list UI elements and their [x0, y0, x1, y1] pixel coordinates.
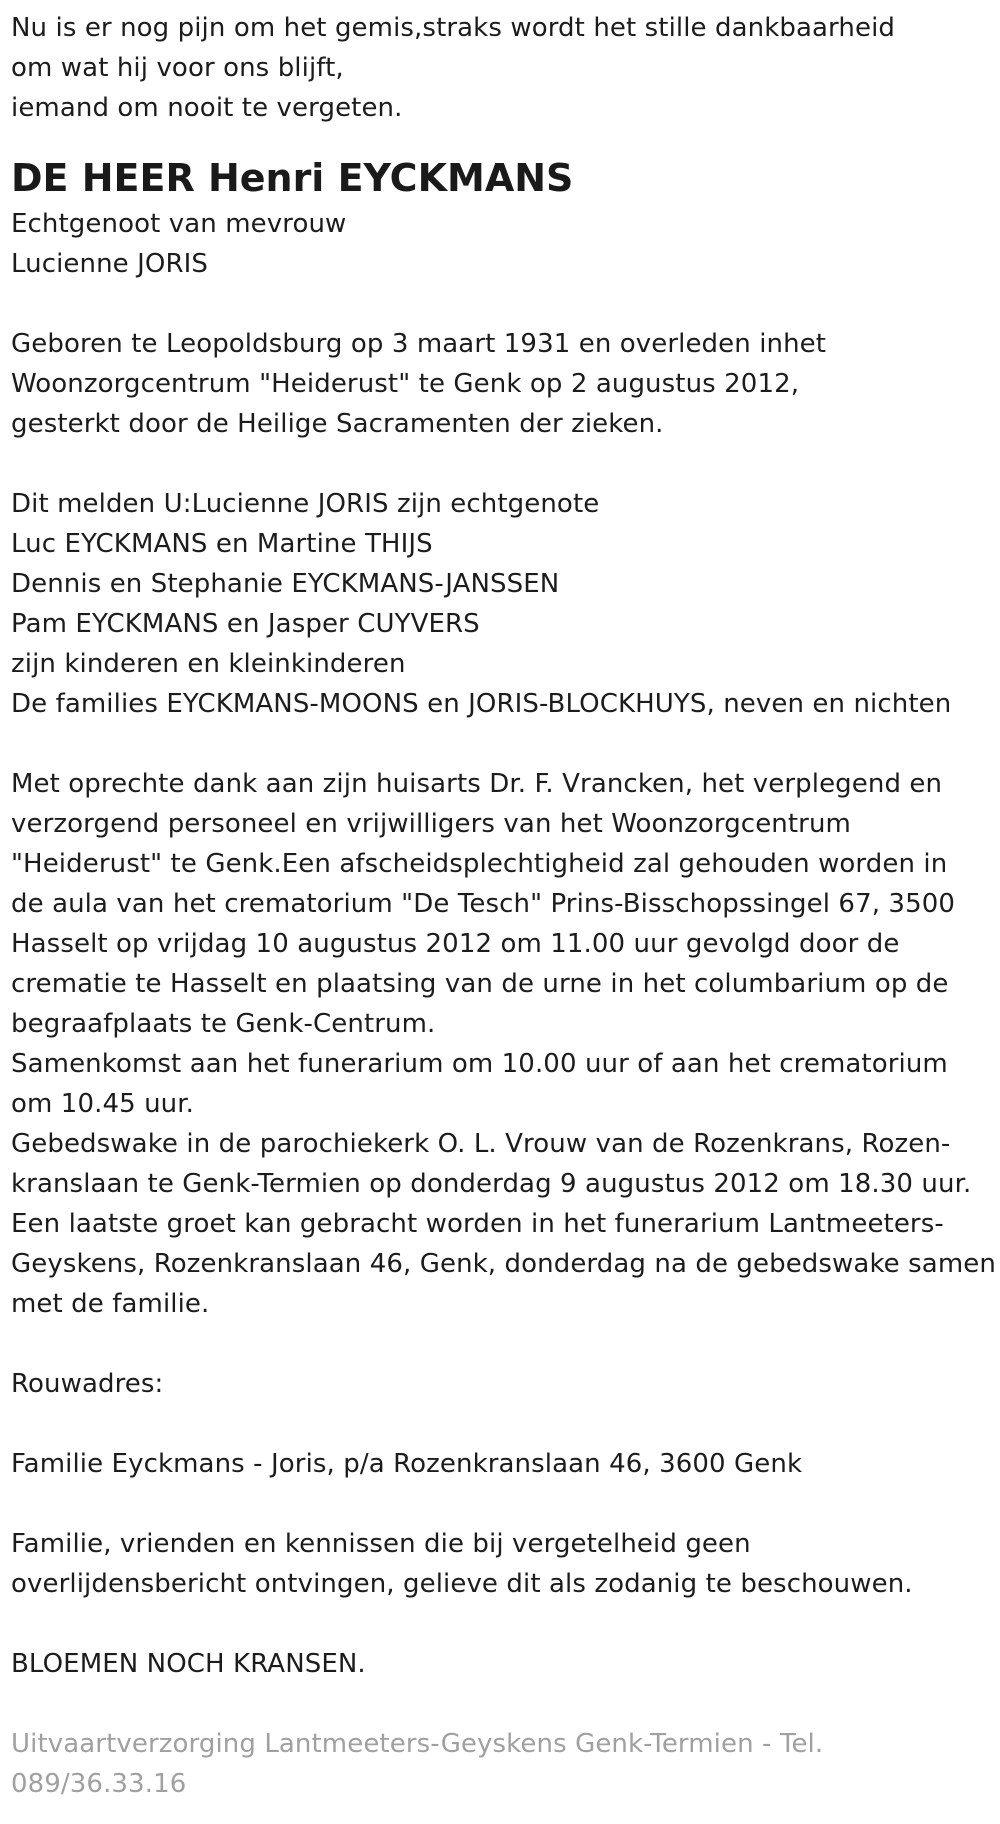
family-line: Pam EYCKMANS en Jasper CUYVERS [11, 609, 480, 639]
details-line: kranslaan te Genk-Termien op donderdag 9 augustus 2012 om 18.30 uur. [11, 1169, 972, 1199]
footer-line: 089/36.33.16 [11, 1769, 187, 1799]
details-line: verzorgend personeel en vrijwilligers van het Woonzorgcentrum [11, 809, 851, 839]
birth-death-line: gesterkt door de Heilige Sacramenten der zieken. [11, 409, 664, 439]
family-line: Dit melden U:Lucienne JORIS zijn echtgenote [11, 489, 600, 519]
details-line: om 10.45 uur. [11, 1089, 195, 1119]
notice-line: overlijdensbericht ontvingen, gelieve dit als zodanig te beschouwen. [11, 1569, 913, 1599]
details-line: begraafplaats te Genk-Centrum. [11, 1009, 436, 1039]
family-line: De families EYCKMANS-MOONS en JORIS-BLOCKHUYS, neven en nichten [11, 689, 952, 719]
address-label: Rouwadres: [11, 1369, 164, 1399]
spouse-line: Lucienne JORIS [11, 249, 209, 279]
spacer [11, 284, 1000, 324]
details-line: de aula van het crematorium "De Tesch" Prins-Bisschopssingel 67, 3500 [11, 889, 956, 919]
birth-death-block [11, 324, 1000, 444]
deceased-name-heading: DE HEER Henri EYCKMANS [11, 156, 574, 200]
spacer [11, 1484, 1000, 1524]
footer-line: Uitvaartverzorging Lantmeeters-Geyskens Genk-Termien - Tel. [11, 1729, 824, 1759]
intro-line: Nu is er nog pijn om het gemis,straks wordt het stille dankbaarheid [11, 13, 895, 43]
details-line: "Heiderust" te Genk.Een afscheidsplechtigheid zal gehouden worden in [11, 849, 948, 879]
details-line: Met oprechte dank aan zijn huisarts Dr. F. Vrancken, het verplegend en [11, 769, 943, 799]
ceremony-details-block [11, 764, 1000, 1324]
spacer [11, 1404, 1000, 1444]
notice-line: Familie, vrienden en kennissen die bij vergetelheid geen [11, 1529, 751, 1559]
details-line: Geyskens, Rozenkranslaan 46, Genk, donderdag na de gebedswake samen [11, 1249, 996, 1279]
notice-block [11, 1524, 1000, 1604]
funeral-home-footer [11, 1724, 1000, 1804]
spacer [11, 1324, 1000, 1364]
family-line: Luc EYCKMANS en Martine THIJS [11, 529, 433, 559]
details-line: Samenkomst aan het funerarium om 10.00 uur of aan het crematorium [11, 1049, 948, 1079]
birth-death-line: Geboren te Leopoldsburg op 3 maart 1931 en overleden inhet [11, 329, 827, 359]
spouse-line: Echtgenoot van mevrouw [11, 209, 347, 239]
intro-line: iemand om nooit te vergeten. [11, 93, 403, 123]
flowers-notice: BLOEMEN NOCH KRANSEN. [11, 1649, 366, 1679]
family-line: zijn kinderen en kleinkinderen [11, 649, 406, 679]
spacer [11, 444, 1000, 484]
spacer [11, 1684, 1000, 1724]
details-line: Een laatste groet kan gebracht worden in het funerarium Lantmeeters- [11, 1209, 944, 1239]
family-block [11, 484, 1000, 724]
details-line: Hasselt op vrijdag 10 augustus 2012 om 11.00 uur gevolgd door de [11, 929, 900, 959]
family-line: Dennis en Stephanie EYCKMANS-JANSSEN [11, 569, 560, 599]
details-line: met de familie. [11, 1289, 210, 1319]
spouse-block [11, 204, 1000, 284]
details-line: Gebedswake in de parochiekerk O. L. Vrouw van de Rozenkrans, Rozen- [11, 1129, 951, 1159]
spacer [11, 1604, 1000, 1644]
intro-verse [11, 8, 1000, 128]
intro-line: om wat hij voor ons blijft, [11, 53, 344, 83]
mourning-address: Familie Eyckmans - Joris, p/a Rozenkranslaan 46, 3600 Genk [11, 1449, 803, 1479]
birth-death-line: Woonzorgcentrum "Heiderust" te Genk op 2 augustus 2012, [11, 369, 800, 399]
spacer [11, 724, 1000, 764]
details-line: crematie te Hasselt en plaatsing van de urne in het columbarium op de [11, 969, 949, 999]
